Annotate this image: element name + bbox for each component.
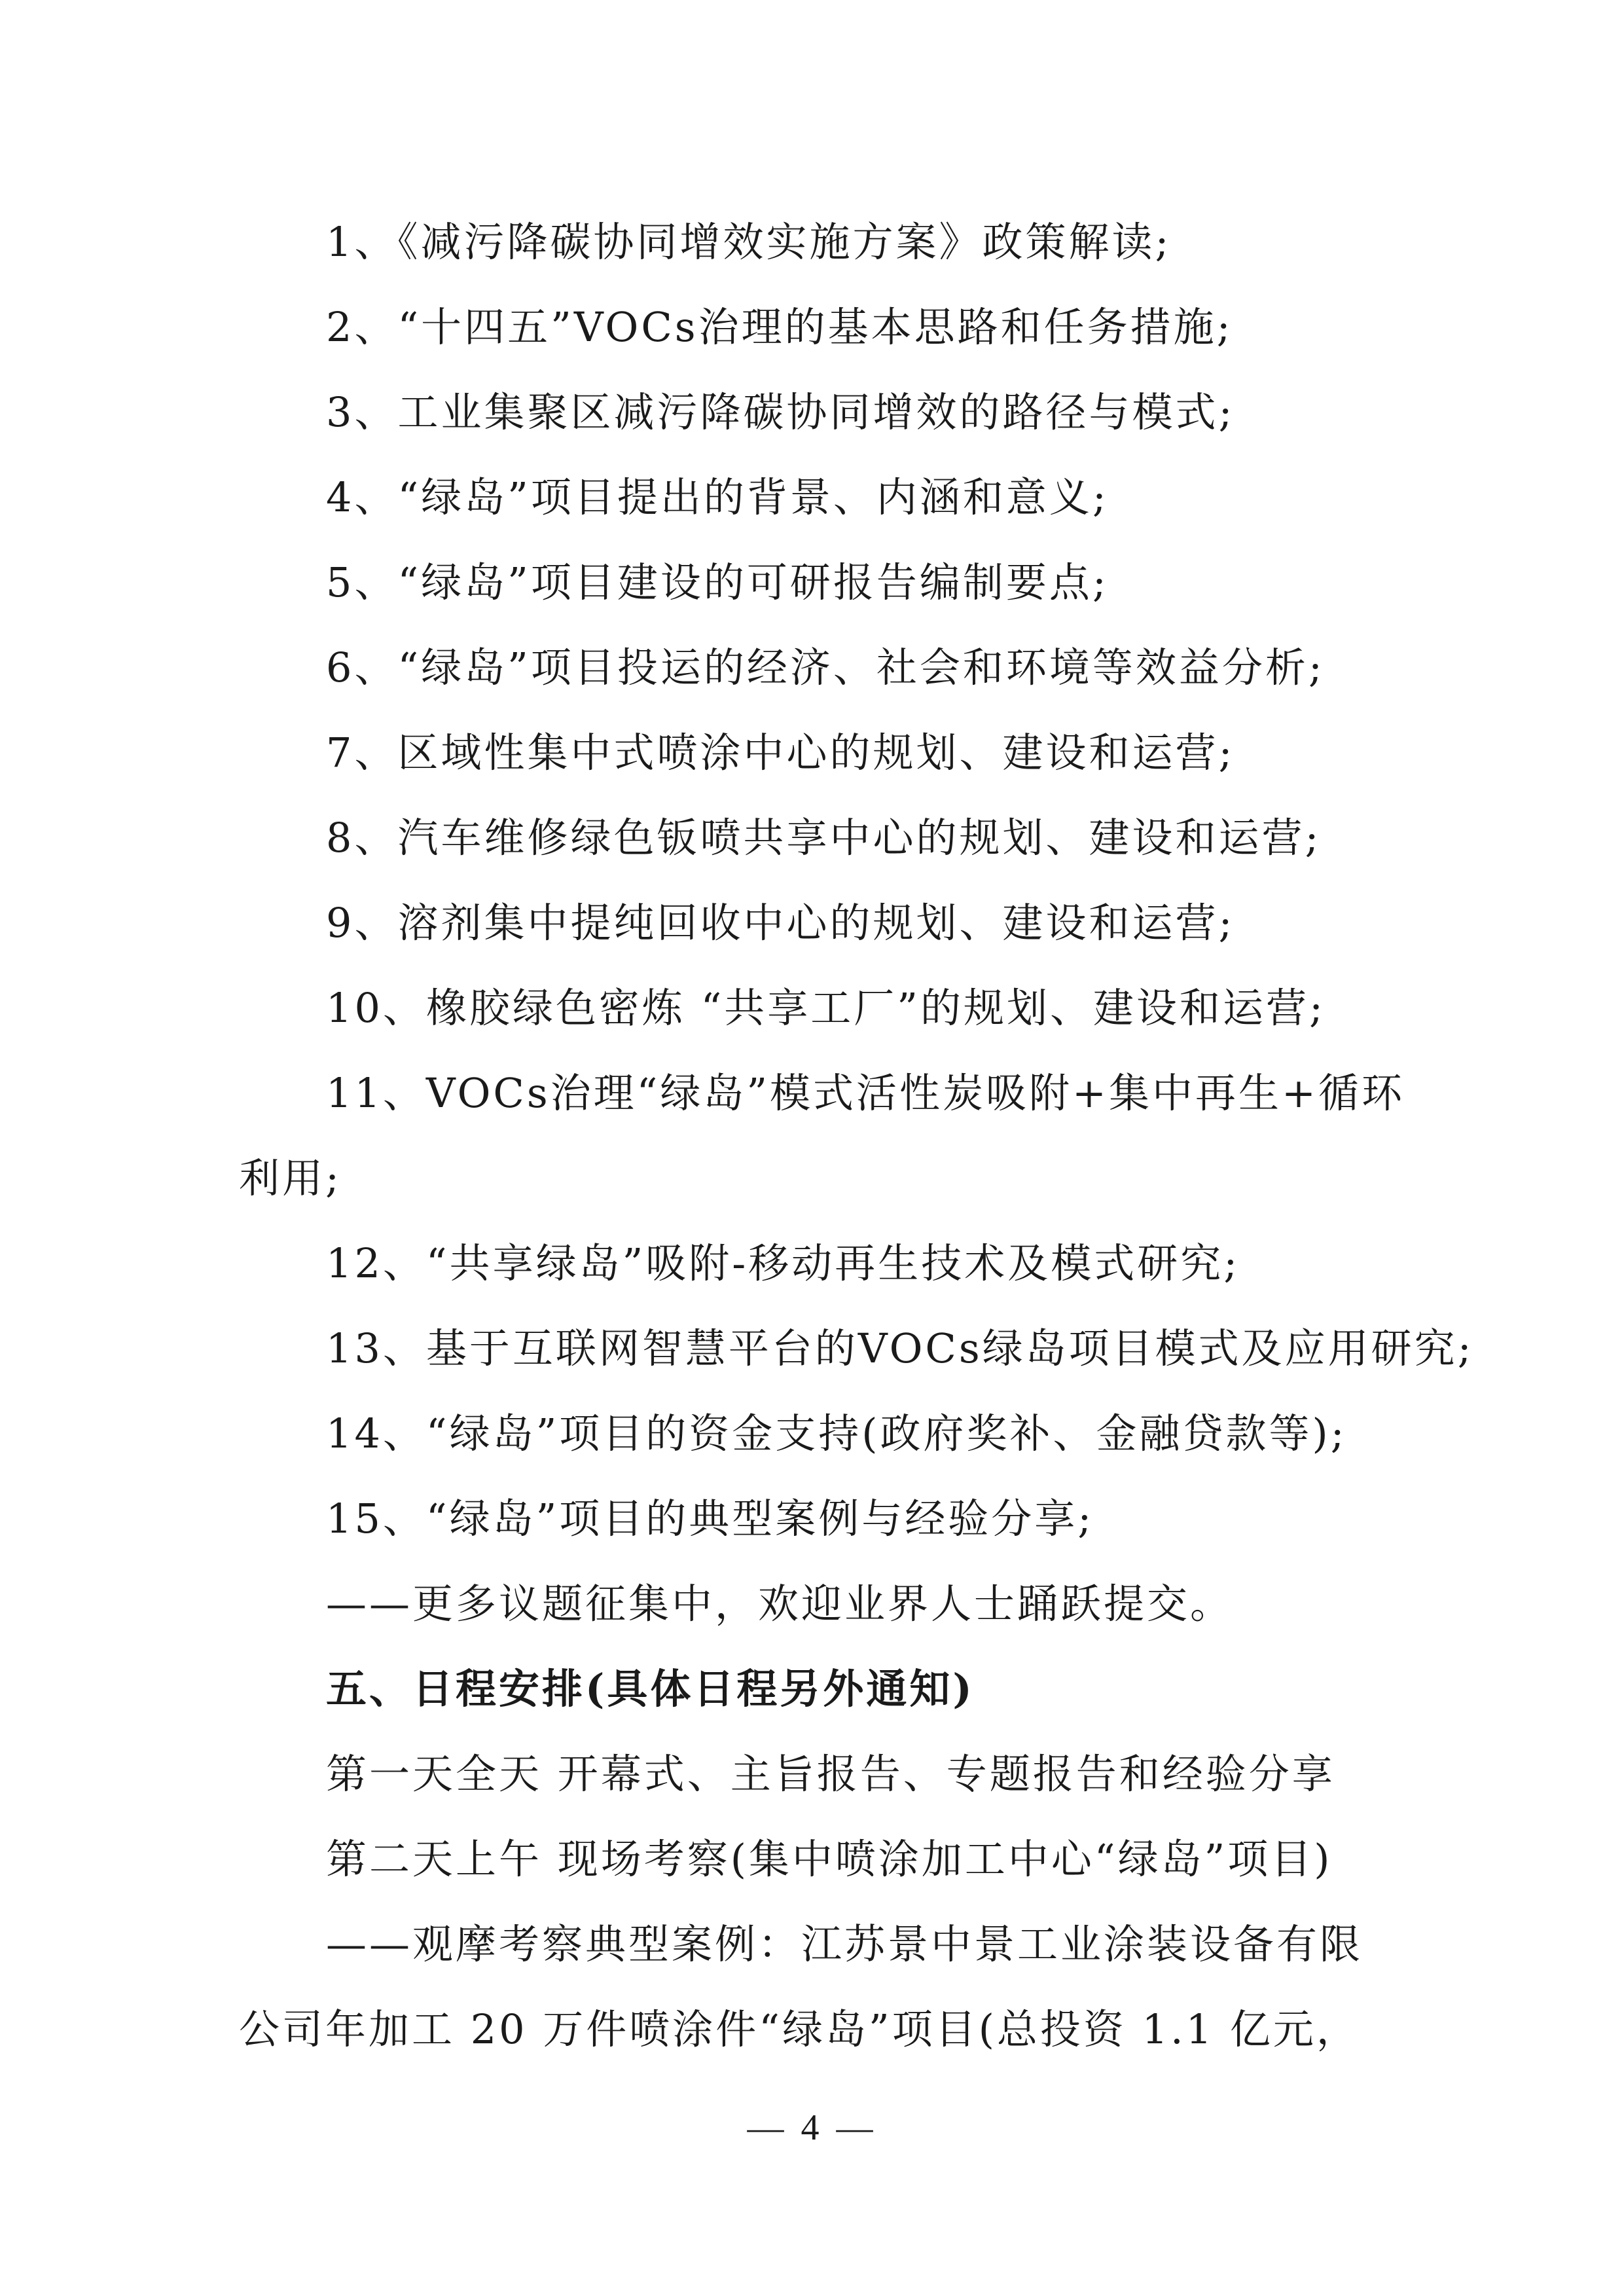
agenda-item-13: 13、基于互联网智慧平台的VOCs绿岛项目模式及应用研究;	[326, 1324, 1474, 1372]
agenda-item-8: 8、汽车维修绿色钣喷共享中心的规划、建设和运营;	[326, 814, 1322, 862]
schedule-day-one: 第一天全天 开幕式、主旨报告、专题报告和经验分享	[326, 1750, 1335, 1798]
agenda-item-4: 4、“绿岛”项目提出的背景、内涵和意义;	[326, 473, 1109, 521]
section-heading-schedule: 五、日程安排(具体日程另外通知)	[326, 1665, 975, 1713]
agenda-item-15: 15、“绿岛”项目的典型案例与经验分享;	[326, 1495, 1094, 1542]
agenda-item-14: 14、“绿岛”项目的资金支持(政府奖补、金融贷款等);	[326, 1410, 1347, 1457]
page-number: — 4 —	[747, 2107, 877, 2148]
site-visit-description-continuation: 公司年加工 20 万件喷涂件“绿岛”项目(总投资 1.1 亿元，	[239, 2005, 1360, 2053]
agenda-item-2: 2、“十四五”VOCs治理的基本思路和任务措施;	[326, 303, 1233, 351]
agenda-item-10: 10、橡胶绿色密炼 “共享工厂”的规划、建设和运营;	[326, 984, 1326, 1032]
agenda-item-11: 11、VOCs治理“绿岛”模式活性炭吸附+集中再生+循环	[326, 1069, 1405, 1117]
agenda-item-3: 3、工业集聚区减污降碳协同增效的路径与模式;	[326, 388, 1235, 436]
agenda-item-1: 1、《减污降碳协同增效实施方案》政策解读;	[326, 218, 1172, 266]
schedule-day-two: 第二天上午 现场考察(集中喷涂加工中心“绿岛”项目)	[326, 1835, 1333, 1883]
agenda-item-12: 12、“共享绿岛”吸附-移动再生技术及模式研究;	[326, 1239, 1240, 1287]
agenda-item-7: 7、区域性集中式喷涂中心的规划、建设和运营;	[326, 729, 1235, 776]
site-visit-description: ——观摩考察典型案例：江苏景中景工业涂装设备有限	[326, 1920, 1363, 1968]
agenda-item-5: 5、“绿岛”项目建设的可研报告编制要点;	[326, 558, 1109, 606]
topic-call-note: ——更多议题征集中，欢迎业界人士踊跃提交。	[326, 1580, 1234, 1628]
agenda-item-9: 9、溶剂集中提纯回收中心的规划、建设和运营;	[326, 899, 1235, 947]
agenda-item-11-continuation: 利用;	[239, 1154, 342, 1202]
agenda-item-6: 6、“绿岛”项目投运的经济、社会和环境等效益分析;	[326, 644, 1325, 691]
